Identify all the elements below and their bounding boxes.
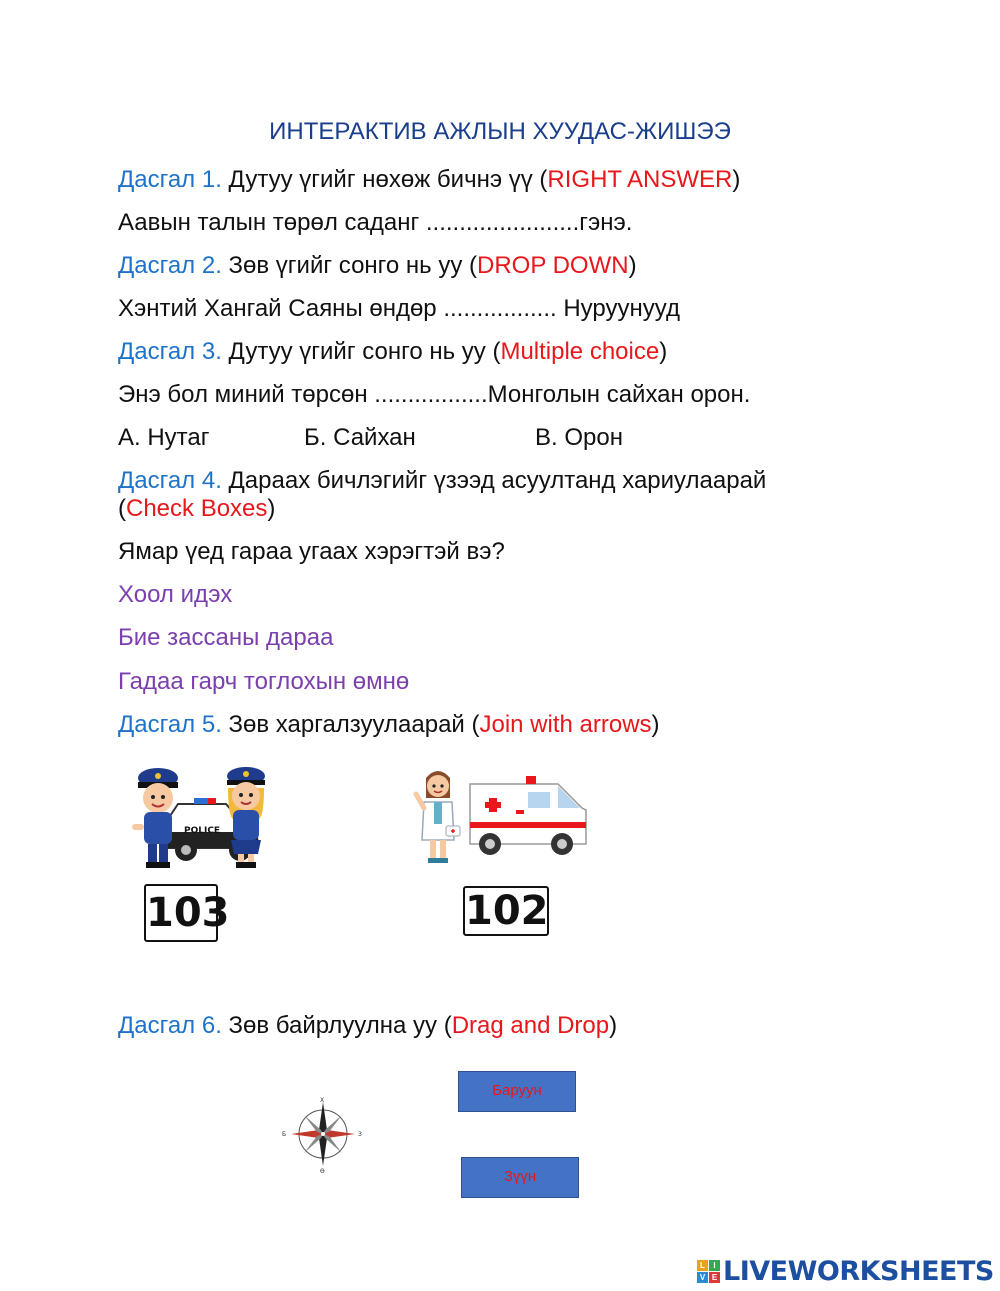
exercise-6-type: Drag and Drop <box>451 1012 610 1039</box>
exercise-4-label: Дасгал 4. <box>118 467 222 494</box>
checkbox-choice-2[interactable]: Бие зассаны дараа <box>118 624 334 651</box>
option-b[interactable]: Б. Сайхан <box>304 424 416 451</box>
exercise-2-sentence: Хэнтий Хангай Саяны өндөр ................. Нуруунууд <box>118 295 680 322</box>
exercise-1-sentence: Аавын талын төрөл саданг .......................гэнэ. <box>118 209 633 236</box>
police-illustration[interactable] <box>128 762 278 870</box>
drag-box-baruun[interactable]: Баруун <box>458 1071 576 1112</box>
exercise-6-instruction: Зөв байрлуулна уу ( <box>221 1012 452 1039</box>
compass-rose-icon <box>280 1096 366 1174</box>
exercise-3-heading: Дасгал 3. Дутуу үгийг сонго нь уу (Multiple choice) <box>118 338 668 365</box>
svg-text:POLICE: POLICE <box>184 826 221 836</box>
exercise-2-label: Дасгал 2. <box>118 252 222 279</box>
svg-text:Х: Х <box>320 1097 325 1104</box>
exercise-2-instruction: Зөв үгийг сонго нь уу ( <box>221 252 477 279</box>
exercise-1-type: RIGHT ANSWER <box>547 166 733 193</box>
exercise-2-heading: Дасгал 2. Зөв үгийг сонго нь уу (DROP DOWN) <box>118 252 637 279</box>
drag-box-zuun[interactable]: Зүүн <box>461 1157 579 1198</box>
logo-icon: L I V E <box>697 1260 720 1283</box>
exercise-5-label: Дасгал 5. <box>118 711 222 738</box>
number-box-102[interactable]: 102 <box>465 888 549 934</box>
exercise-5-type: Join with arrows <box>479 711 652 738</box>
exercise-3-sentence: Энэ бол миний төрсөн .................Монголын сайхан орон. <box>118 381 751 408</box>
exercise-4-type: Check Boxes <box>126 495 268 522</box>
svg-text:Б: Б <box>282 1131 287 1138</box>
exercise-1-label: Дасгал 1. <box>118 166 222 193</box>
ambulance-icon <box>470 776 586 855</box>
checkbox-choice-3[interactable]: Гадаа гарч тоглохын өмнө <box>118 668 410 695</box>
option-a[interactable]: А. Нутаг <box>118 424 210 451</box>
exercise-6-label: Дасгал 6. <box>118 1012 222 1039</box>
brand-name: LIVEWORKSHEETS <box>723 1255 994 1287</box>
doctor-icon <box>416 771 460 863</box>
svg-text:Ө: Ө <box>320 1168 325 1174</box>
exercise-4-instruction: Дараах бичлэгийг үзээд асуултанд хариулаарай <box>221 467 767 494</box>
number-box-103[interactable]: 103 <box>144 884 218 942</box>
exercise-4-heading <box>118 467 766 495</box>
exercise-5-instruction: Зөв харгалзуулаарай ( <box>221 711 480 738</box>
option-c[interactable]: В. Орон <box>535 424 623 451</box>
svg-text:З: З <box>358 1131 362 1138</box>
checkbox-choice-1[interactable]: Хоол идэх <box>118 581 233 608</box>
ambulance-illustration[interactable] <box>410 764 592 868</box>
exercise-3-label: Дасгал 3. <box>118 338 222 365</box>
exercise-6-heading: Дасгал 6. Зөв байрлуулна уу (Drag and Drop) <box>118 1012 618 1039</box>
exercise-3-instruction: Дутуу үгийг сонго нь уу ( <box>221 338 501 365</box>
exercise-4-question: Ямар үед гараа угаах хэрэгтэй вэ? <box>118 538 505 565</box>
exercise-3-type: Multiple choice <box>500 338 660 365</box>
liveworksheets-logo <box>697 1256 994 1286</box>
exercise-4-type-line: (Check Boxes) <box>118 495 276 522</box>
exercise-5-heading: Дасгал 5. Зөв харгалзуулаарай (Join with arrows) <box>118 711 660 738</box>
exercise-1-instruction: Дутуу үгийг нөхөж бичнэ үү ( <box>221 166 548 193</box>
exercise-1-heading: Дасгал 1. Дутуу үгийг нөхөж бичнэ үү (RIGHT ANSWER) <box>118 166 741 193</box>
exercise-2-type: DROP DOWN <box>477 252 629 279</box>
page-title: ИНТЕРАКТИВ АЖЛЫН ХУУДАС-ЖИШЭЭ <box>269 118 731 145</box>
police-boy-icon <box>132 768 178 868</box>
